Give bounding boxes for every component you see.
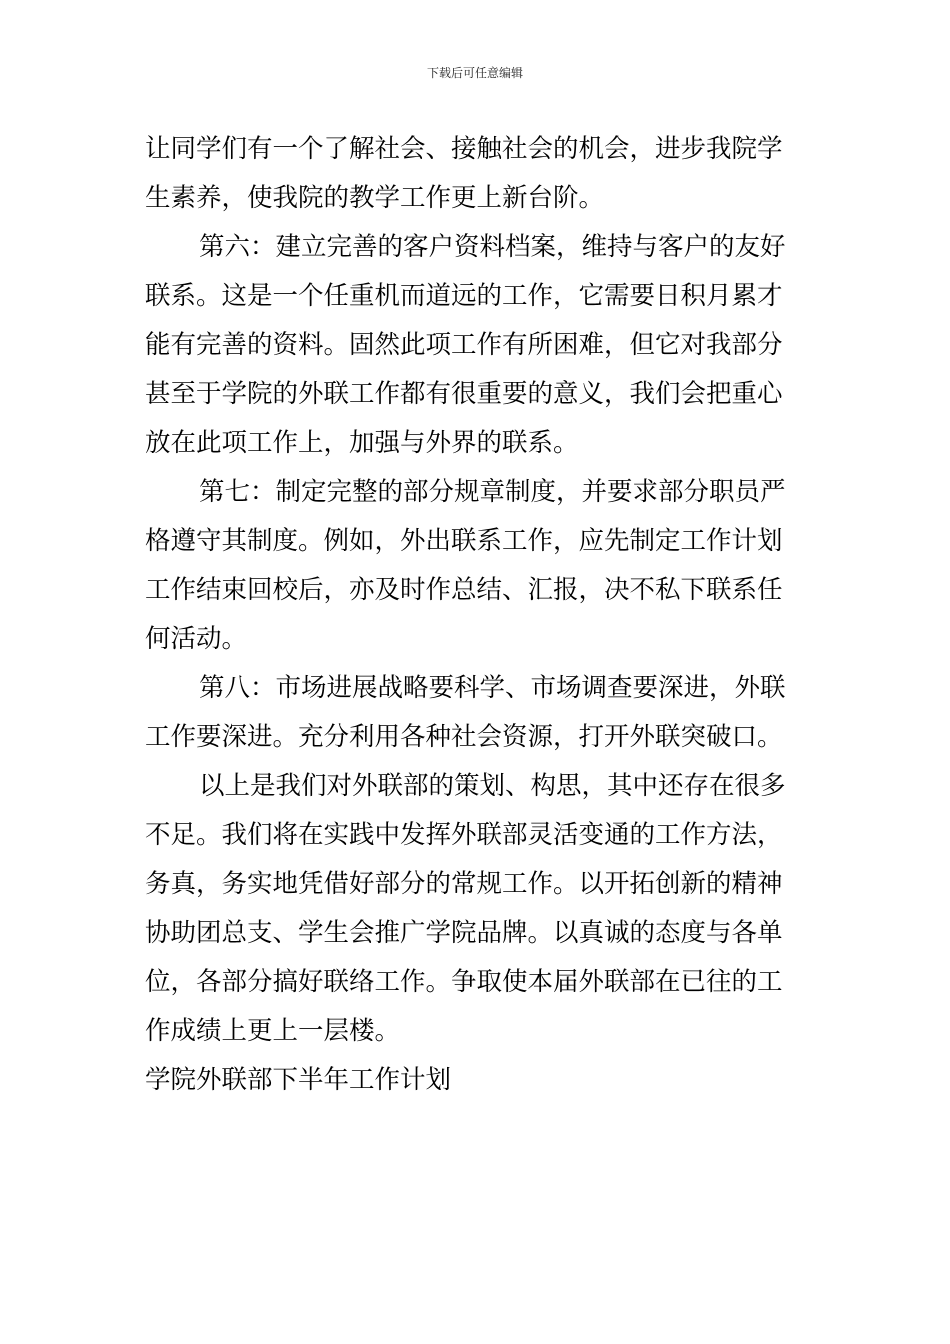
text-line: 甚至于学院的外联工作都有很重要的意义，我们会把重心 xyxy=(145,379,783,409)
text-line: 让同学们有一个了解社会、接触社会的机会，进步我院学 xyxy=(145,134,783,164)
text-line: 工作结束回校后，亦及时作总结、汇报，决不私下联系任 xyxy=(145,575,783,605)
text-line: 协助团总支、学生会推广学院品牌。以真诚的态度与各单 xyxy=(145,918,783,948)
text-line: 何活动。 xyxy=(145,624,248,654)
paragraph-six-start: 第六：建立完善的客户资料档案，维持与客户的友好 xyxy=(199,232,786,262)
paragraph-eight-start: 第八：市场进展战略要科学、市场调查要深进，外联 xyxy=(199,673,786,703)
text-line: 不足。我们将在实践中发挥外联部灵活变通的工作方法， xyxy=(145,820,783,850)
paragraph-seven-start: 第七：制定完整的部分规章制度，并要求部分职员严 xyxy=(199,477,786,507)
text-line: 联系。这是一个任重机而道远的工作，它需要日积月累才 xyxy=(145,281,783,311)
text-line: 能有完善的资料。固然此项工作有所困难，但它对我部分 xyxy=(145,330,783,360)
document-body xyxy=(145,125,813,1105)
text-line: 位，各部分搞好联络工作。争取使本届外联部在已往的工 xyxy=(145,967,783,997)
text-line: 务真，务实地凭借好部分的常规工作。以开拓创新的精神 xyxy=(145,869,783,899)
text-line: 格遵守其制度。例如，外出联系工作，应先制定工作计划 xyxy=(145,526,783,556)
text-line: 作成绩上更上一层楼。 xyxy=(145,1016,401,1046)
text-line: 放在此项工作上，加强与外界的联系。 xyxy=(145,428,579,458)
page-header-note: 下载后可任意编辑 xyxy=(426,66,523,80)
text-line: 工作要深进。充分利用各种社会资源，打开外联突破口。 xyxy=(145,722,783,752)
next-section-title: 学院外联部下半年工作计划 xyxy=(145,1065,452,1095)
paragraph-summary-start: 以上是我们对外联部的策划、构思，其中还存在很多 xyxy=(199,771,786,801)
text-line: 生素养，使我院的教学工作更上新台阶。 xyxy=(145,183,605,213)
